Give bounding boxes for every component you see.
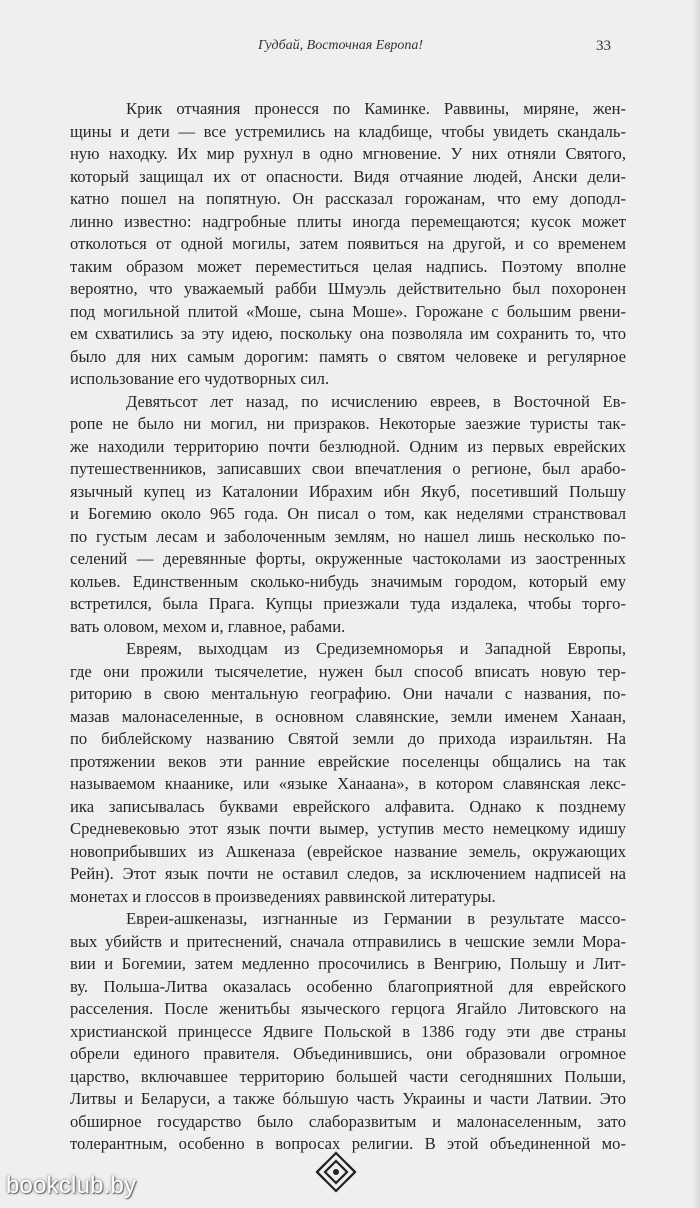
text-line: монетах и глоссов в произведениях раввинской литературы. — [70, 886, 496, 906]
text-line: царство, включавшее территорию большей части сегодняшних Польши, — [70, 1066, 626, 1086]
text-line: Рейн). Этот язык почти не оставил следов, за исключением надписей на — [70, 864, 626, 883]
text-line: Литвы и Беларуси, а также бóльшую часть Украины и части Латвии. Это — [70, 1089, 626, 1108]
diamond-knot-ornament-icon — [314, 1150, 358, 1194]
watermark: bookclub.by — [6, 1172, 137, 1199]
text-line: ву. Польша-Литва оказалась особенно благоприятной для еврейского — [70, 976, 626, 996]
text-line: катно пошел на попятную. Он рассказал горожанам, что ему доподл- — [70, 189, 626, 208]
text-line: под могильной плитой «Моше, сына Моше». Горожане с большим рвени- — [70, 301, 626, 321]
text-line: где они прожили тысячелетие, нужен был способ вписать новую тер- — [70, 661, 626, 681]
text-line: Крик отчаяния пронесся по Каминке. Раввины, миряне, жен- — [126, 99, 626, 118]
text-line: путешественников, записавших свои впечатления о регионе, был арабо- — [70, 459, 626, 478]
text-line: обрели единого правителя. Объединившись, они образовали огромное — [70, 1044, 626, 1063]
text-line: вии и Богемии, затем медленно просочились в Венгрию, Польшу и Лит- — [70, 954, 626, 973]
text-line: мазав малонаселенные, в основном славянские, земли именем Ханаан, — [70, 706, 626, 726]
text-line: протяжении веков эти ранние еврейские поселенцы общались на так — [70, 751, 626, 771]
text-line: использование его чудотворных сил. — [70, 369, 330, 388]
text-line: вероятно, что уважаемый рабби Шмуэль действительно был похоронен — [70, 279, 626, 298]
text-line: называемом кнаанике, или «языке Ханаана», в котором славянская лекс- — [70, 774, 626, 793]
text-line: обширное государство было слаборазвитым и малонаселенным, зато — [70, 1111, 626, 1131]
running-title: Гудбай, Восточная Европа! — [258, 38, 424, 53]
text-line: Девятьсот лет назад, по исчислению евреев, в Восточной Ев- — [126, 391, 626, 411]
text-line: и Богемию около 965 года. Он писал о том, как неделями странствовал — [70, 504, 626, 523]
paragraph — [70, 908, 626, 1156]
text-line: ную находку. Их мир рухнул в одно мгновение. У них отняли Святого, — [70, 144, 626, 163]
text-line: вать оловом, мехом и, главное, рабами. — [70, 616, 346, 636]
text-line: Евреям, выходцам из Средиземноморья и Западной Европы, — [126, 639, 626, 658]
text-line: новоприбывших из Ашкеназа (еврейское название земель, окружающих — [70, 841, 626, 861]
text-line: встретился, была Прага. Купцы приезжали туда издалека, чтобы торго- — [70, 594, 626, 613]
paragraph — [70, 638, 626, 908]
text-line: расселения. После женитьбы языческого герцога Ягайло Литовского на — [70, 999, 626, 1018]
text-line: линно известно: надгробные плиты иногда перемещаются; кусок может — [70, 211, 626, 231]
text-line: же находили территорию почти безлюдной. Одним из первых еврейских — [70, 436, 626, 456]
body-text — [70, 98, 626, 1156]
text-line: Евреи-ашкеназы, изгнанные из Германии в результате массо- — [126, 909, 626, 928]
text-line: по густым лесам и заболоченным землям, но нашел лишь несколько по- — [70, 526, 626, 546]
text-line: щины и дети — все устремились на кладбище, чтобы увидеть скандаль- — [70, 121, 626, 141]
text-line: вых убийств и притеснений, сначала отправились в чешские земли Мора- — [70, 931, 626, 951]
text-line: по библейскому названию Святой земли до прихода израильтян. На — [70, 729, 626, 748]
text-line: христианской принцессе Ядвиге Польской в 1386 году эти две страны — [70, 1021, 626, 1041]
text-line: Средневековью этот язык почти вымер, уступив место немецкому идишу — [70, 819, 626, 838]
text-line: который защищал их от опасности. Видя отчаяние людей, Ански дели- — [70, 166, 626, 186]
text-line: селений — деревянные форты, окруженные частоколами из заостренных — [70, 549, 626, 568]
text-line: ропе не было ни могил, ни призраков. Некоторые заезжие туристы так- — [70, 414, 626, 433]
text-line: толерантным, особенно в вопросах религии. В этой объединенной мо- — [70, 1134, 626, 1153]
text-line: отколоться от одной могилы, затем появиться на другой, и со временем — [70, 234, 626, 253]
text-line: кольев. Единственным сколько-нибудь значимым городом, который ему — [70, 571, 626, 591]
text-line: язычный купец из Каталонии Ибрахим ибн Якуб, посетивший Польшу — [70, 481, 626, 501]
paragraph — [70, 391, 626, 639]
paragraph — [70, 98, 626, 391]
text-line: ем схватились за эту идею, поскольку она позволяла им сохранить то, что — [70, 324, 626, 343]
text-line: ика записывалась буквами еврейского алфавита. Однако к позднему — [70, 796, 626, 816]
text-line: таким образом может переместиться целая надпись. Поэтому вполне — [70, 256, 626, 276]
text-line: риторию в свою ментальную географию. Они начали с названия, по- — [70, 684, 626, 703]
text-line: было для них самым дорогим: память о святом человеке и регулярное — [70, 346, 626, 366]
page-number: 33 — [596, 38, 611, 54]
